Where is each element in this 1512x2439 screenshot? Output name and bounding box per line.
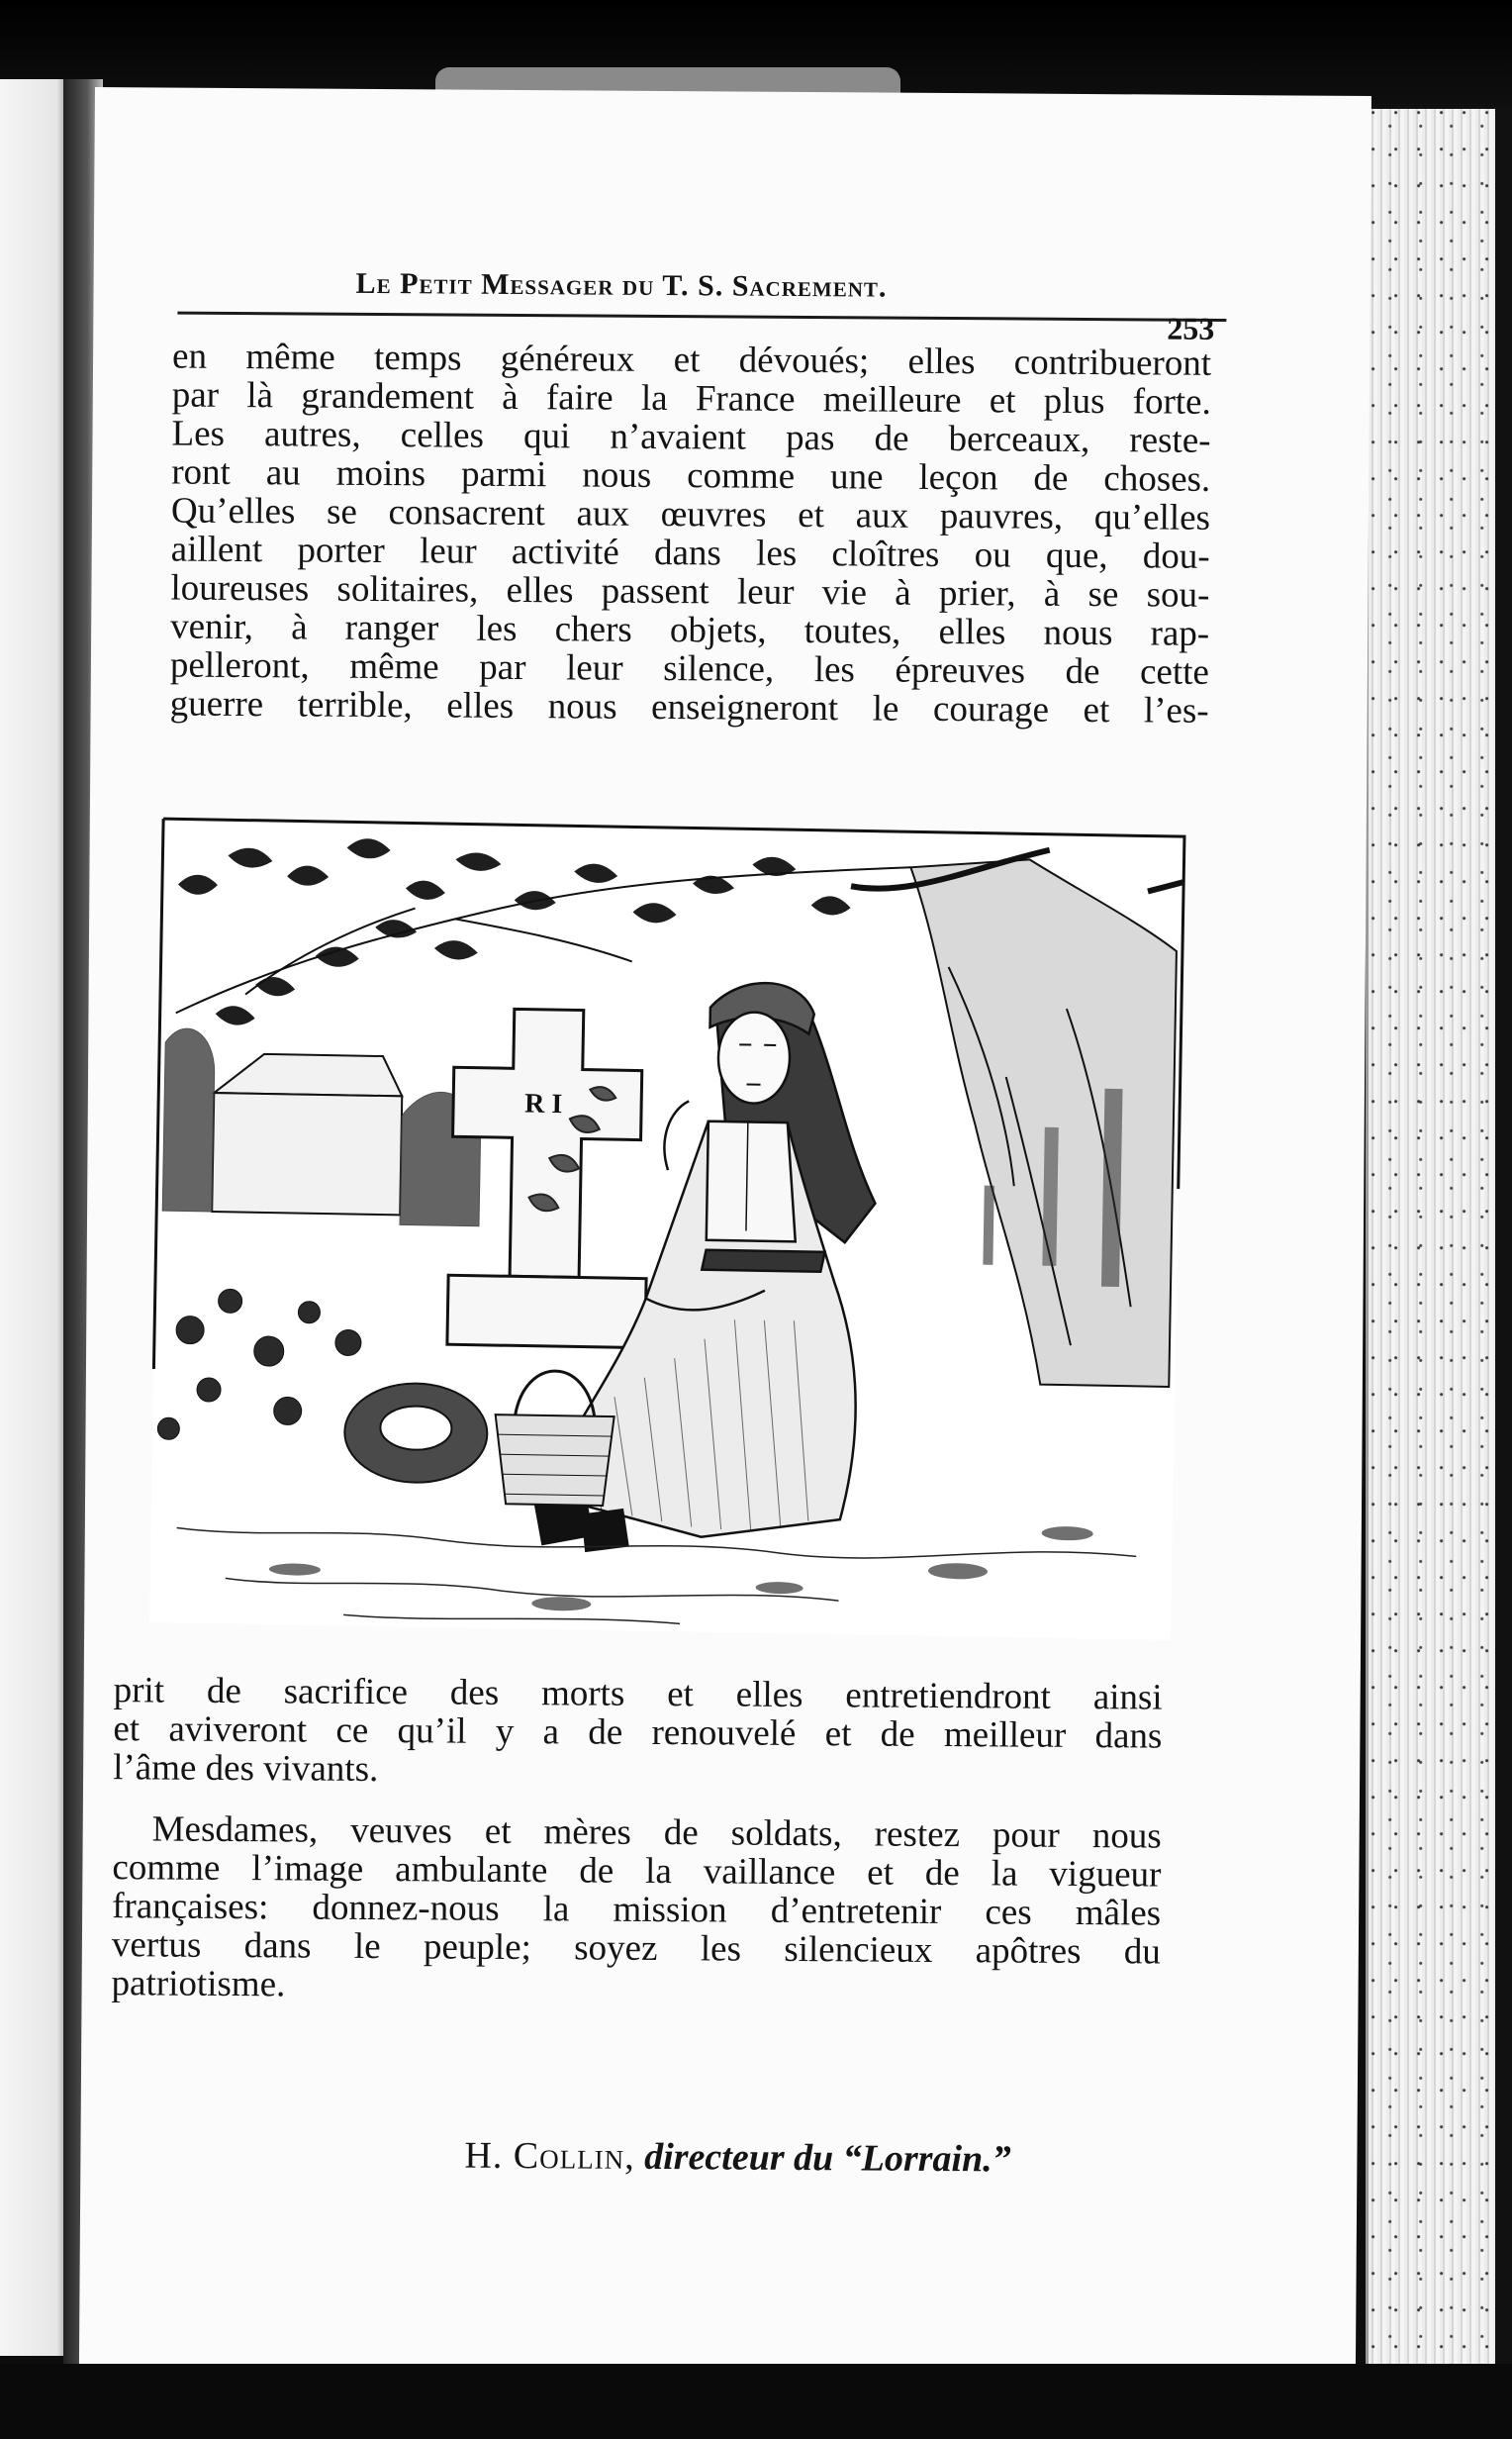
page-number: 253 [1167, 310, 1215, 346]
text-line: ront au moins parmi nous comme une leçon de choses. [171, 451, 1211, 500]
page-fore-edge [1366, 109, 1512, 2386]
text-line: et aviveront ce qu’il y a de renouvelé et de meilleur dans [113, 1708, 1163, 1757]
author-role: directeur du “Lorrain.” [644, 2135, 1011, 2181]
text-line: comme l’image ambulante de la vaillance et de la vigueur [112, 1847, 1162, 1896]
author-signature [464, 2134, 1011, 2182]
text-line: l’âme des vivants. [113, 1747, 379, 1791]
text-line: vertus dans le peuple; soyez les silencieux apôtres du [111, 1924, 1162, 1973]
scan-background-bottom [0, 2364, 1512, 2439]
text-line: loureuses solitaires, elles passent leur vie à prier, à se sou- [170, 567, 1210, 616]
paragraph-continued [170, 338, 1212, 731]
background-tomb [212, 1053, 403, 1215]
facing-page-edge [0, 79, 71, 2356]
text-line: prit de sacrifice des morts et elles entretiendront ainsi [113, 1670, 1163, 1718]
text-line: en même temps généreux et dévoués; elles contribueront [171, 336, 1212, 384]
text-line: par là grandement à faire la France meilleure et plus forte. [171, 374, 1211, 423]
book-page [79, 87, 1371, 2373]
text-line: Mesdames, veuves et mères de soldats, restez pour nous [151, 1808, 1162, 1857]
running-title: Le Petit Messager du T. S. Sacrement. [355, 266, 888, 304]
text-line: guerre terrible, elles nous enseigneront le courage et l’es- [169, 683, 1209, 732]
paragraph-after-illustration [113, 1671, 1163, 1794]
text-line: venir, à ranger les chers objets, toutes, elles nous rap- [170, 606, 1210, 654]
author-name: H. Collin, [464, 2134, 635, 2178]
paragraph-closing [111, 1809, 1161, 2009]
wreath [343, 1382, 488, 1483]
cross-inscription: R I [523, 1088, 563, 1121]
text-line: patriotisme. [111, 1963, 286, 2005]
text-line: pelleront, même par leur silence, les épreuves de cette [169, 644, 1210, 693]
text-line: françaises: donnez-nous la mission d’entretenir ces mâles [112, 1886, 1162, 1934]
text-line: Qu’elles se consacrent aux œuvres et aux pauvres, qu’elles [170, 490, 1211, 538]
text-line: aillent porter leur activité dans les cloîtres ou que, dou- [170, 529, 1210, 577]
running-header [177, 266, 1226, 322]
text-line: Les autres, celles qui n’avaient pas de berceaux, reste- [171, 413, 1211, 461]
engraving-illustration [145, 815, 1188, 1644]
